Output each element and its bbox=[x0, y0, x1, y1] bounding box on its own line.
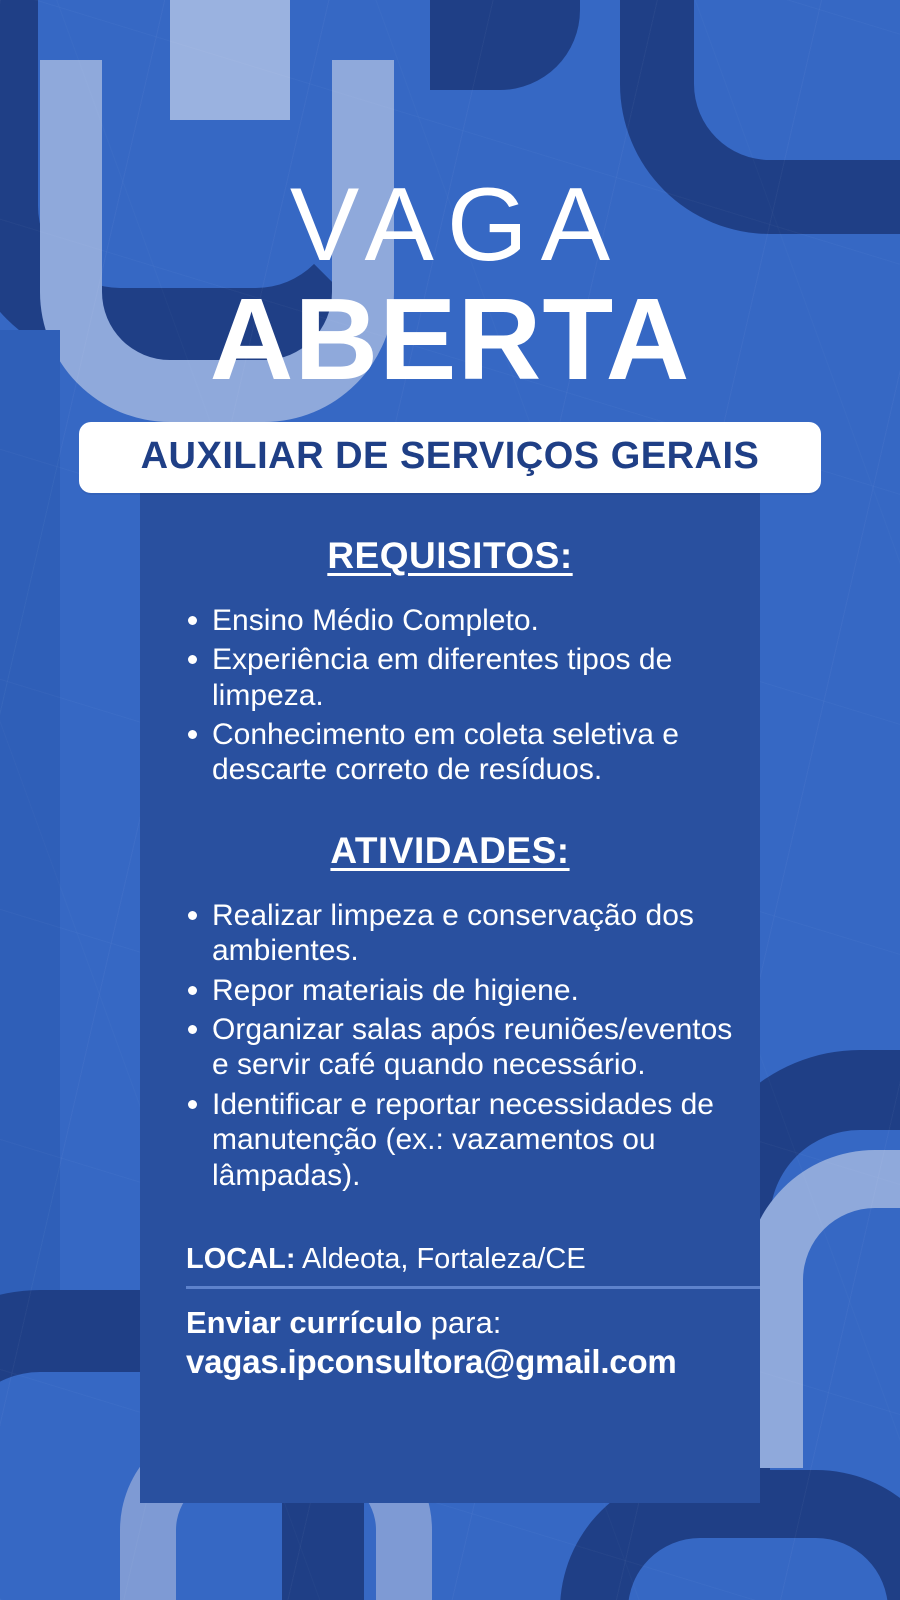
list-item: Experiência em diferentes tipos de limpeza. bbox=[186, 642, 736, 713]
requisitos-list bbox=[140, 603, 760, 788]
details-panel bbox=[140, 463, 760, 1503]
send-cv-label: Enviar currículo bbox=[186, 1304, 423, 1340]
location-label: LOCAL: bbox=[186, 1242, 296, 1275]
title-line-aberta: ABERTA bbox=[209, 273, 691, 404]
list-item: Ensino Médio Completo. bbox=[186, 603, 736, 638]
job-role-badge: AUXILIAR DE SERVIÇOS GERAIS bbox=[79, 422, 821, 493]
footer-divider bbox=[186, 1286, 760, 1289]
location-value: Aldeota, Fortaleza/CE bbox=[302, 1242, 586, 1275]
section-title-requisitos: REQUISITOS: bbox=[327, 534, 573, 576]
atividades-list bbox=[140, 898, 760, 1193]
send-cv-suffix: para: bbox=[430, 1304, 502, 1340]
list-item: Conhecimento em coleta seletiva e descarte correto de resíduos. bbox=[186, 717, 736, 788]
list-item: Organizar salas após reuniões/eventos e servir café quando necessário. bbox=[186, 1012, 736, 1083]
list-item: Repor materiais de higiene. bbox=[186, 973, 736, 1008]
poster-footer bbox=[140, 1197, 760, 1381]
contact-email[interactable]: vagas.ipconsultora@gmail.com bbox=[186, 1342, 677, 1380]
section-title-atividades: ATIVIDADES: bbox=[330, 829, 570, 871]
poster-header bbox=[0, 0, 900, 404]
list-item: Realizar limpeza e conservação dos ambientes. bbox=[186, 898, 736, 969]
band-shape-left-edge bbox=[0, 330, 60, 1310]
location-line bbox=[186, 1197, 760, 1286]
send-cv-line bbox=[186, 1305, 760, 1342]
list-item: Identificar e reportar necessidades de manutenção (ex.: vazamentos ou lâmpadas). bbox=[186, 1087, 736, 1193]
title-line-vaga: VAGA bbox=[289, 167, 624, 283]
